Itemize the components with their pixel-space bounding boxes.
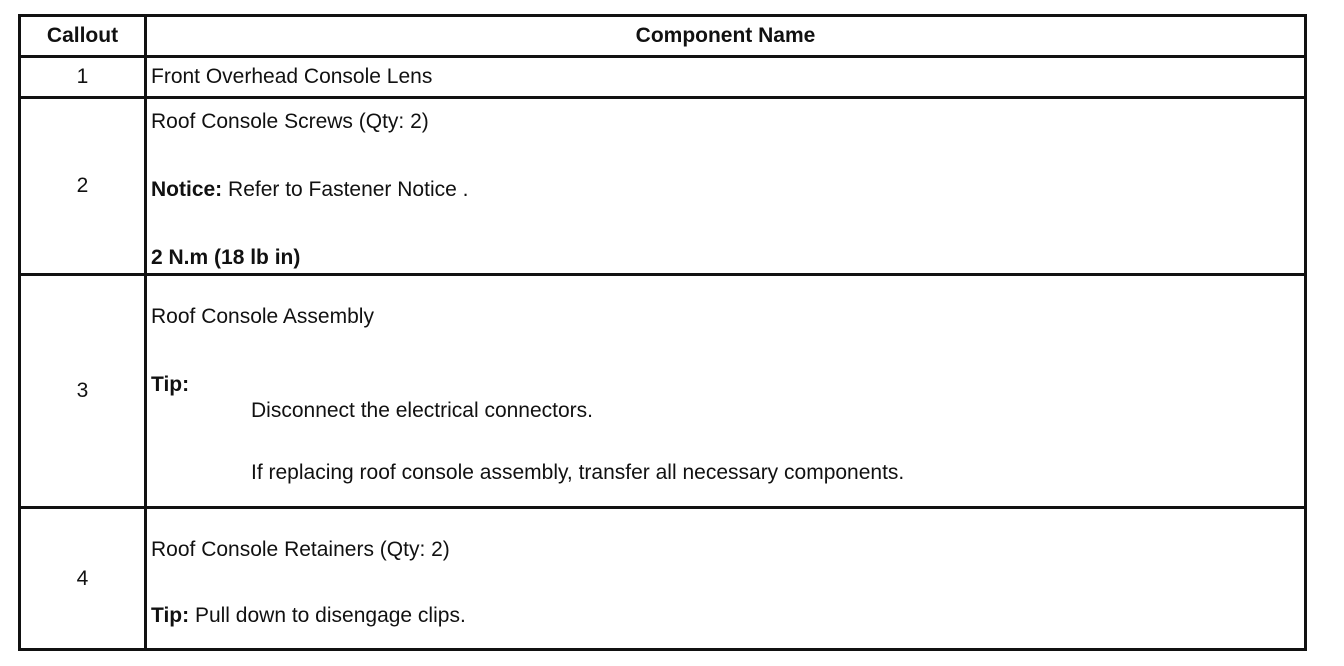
component-name: Roof Console Screws (Qty: 2): [151, 110, 429, 133]
callout-number: 3: [20, 275, 146, 508]
header-callout: Callout: [20, 16, 146, 57]
table-row: [20, 57, 1306, 98]
component-name-cell: [146, 98, 1306, 275]
component-name-cell: [146, 275, 1306, 508]
notice-line: [151, 177, 1304, 203]
component-name: Roof Console Retainers (Qty: 2): [151, 537, 450, 561]
callout-number: 2: [20, 98, 146, 275]
component-name-cell: [146, 508, 1306, 650]
callout-table: [18, 14, 1307, 651]
table-row: [20, 98, 1306, 275]
component-name: Front Overhead Console Lens: [151, 65, 433, 88]
tip-line: Disconnect the electrical connectors.: [251, 399, 593, 422]
torque-spec: 2 N.m (18 lb in): [151, 246, 301, 269]
component-name-cell: [146, 57, 1306, 98]
component-name: Roof Console Assembly: [151, 305, 374, 328]
tip-line: If replacing roof console assembly, transfer all necessary components.: [251, 461, 905, 484]
notice-text: Refer to Fastener Notice .: [222, 178, 469, 201]
table-row: [20, 508, 1306, 650]
notice-label: Notice:: [151, 178, 223, 201]
tip-text: Pull down to disengage clips.: [189, 603, 466, 627]
table-row: [20, 275, 1306, 508]
table-header-row: [20, 16, 1306, 57]
tip-label: Tip:: [151, 603, 190, 627]
callout-number: 4: [20, 508, 146, 650]
header-component-name: Component Name: [146, 16, 1306, 57]
tip-label: Tip:: [151, 373, 190, 396]
callout-number: 1: [20, 57, 146, 98]
tip-line: [151, 603, 1304, 629]
